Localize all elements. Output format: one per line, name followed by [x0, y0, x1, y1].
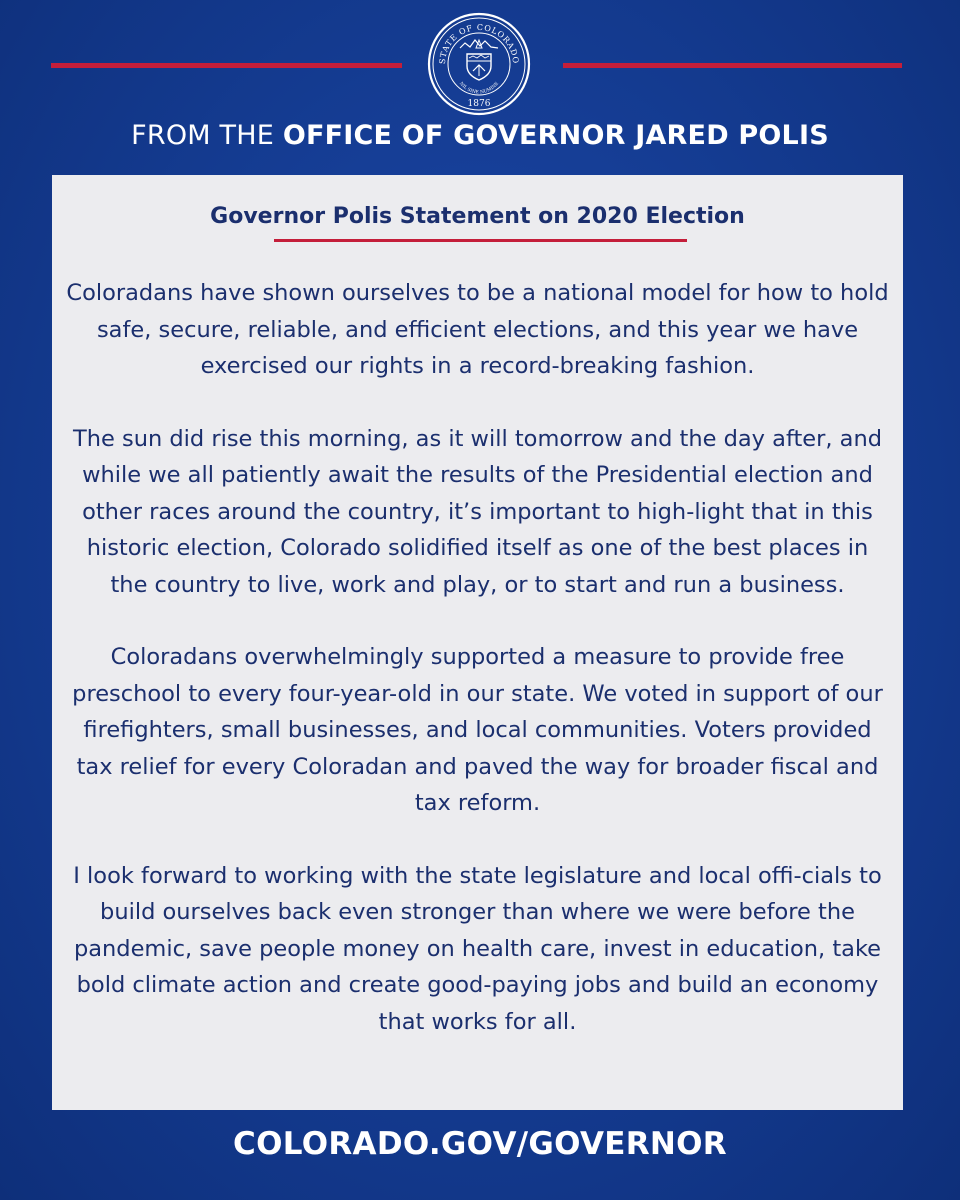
statement-paragraph-4: I look forward to working with the state legislature and local offi-cials to build ourselves back even stronger than where we were before the pandemic, save people money on health care, invest in education, take bold climate action and create good-paying jobs and build an economy that works for all.: [73, 862, 882, 1035]
statement-paragraph-3: Coloradans overwhelmingly supported a measure to provide free preschool to every four-year-old in our state. We voted in support of our firefighters, small businesses, and local communities. Voters provided tax relief for every Coloradan and paved the way for broader fiscal and tax reform.: [72, 644, 883, 816]
svg-text:STATE OF COLORADO: [438, 23, 520, 65]
footer-website-url: COLORADO.GOV/GOVERNOR: [233, 1126, 727, 1162]
statement-title-underline: [274, 239, 687, 242]
office-header: [0, 118, 960, 154]
office-header-prefix: FROM THE: [131, 120, 283, 151]
seal-top-text: STATE OF COLORADO: [437, 22, 521, 65]
statement-paragraph-1: Coloradans have shown ourselves to be a national model for how to hold safe, secure, reliable, and efficient elections, and this year we have exercised our rights in a record-breaking fashion.: [66, 280, 889, 379]
svg-text:NIL SINE NUMINE: [458, 81, 500, 95]
seal-motto-text: NIL SINE NUMINE: [458, 81, 500, 96]
statement-paragraph-2: The sun did rise this morning, as it will tomorrow and the day after, and while we all patiently await the results of the Presidential election and other races around the country, it’s important to high-light that in this historic election, Colorado solidified itself as one of the best places in the country to live, work and play, or to start and run a business.: [72, 425, 883, 598]
statement-card: [52, 175, 903, 1110]
statement-body: [66, 275, 889, 1076]
office-header-name: OFFICE OF GOVERNOR JARED POLIS: [282, 120, 829, 151]
header-rule-right: [563, 63, 902, 68]
colorado-state-seal: [427, 12, 531, 116]
seal-year: 1876: [467, 99, 491, 109]
header-rule-left: [51, 63, 402, 68]
statement-title: Governor Polis Statement on 2020 Election: [210, 204, 745, 229]
